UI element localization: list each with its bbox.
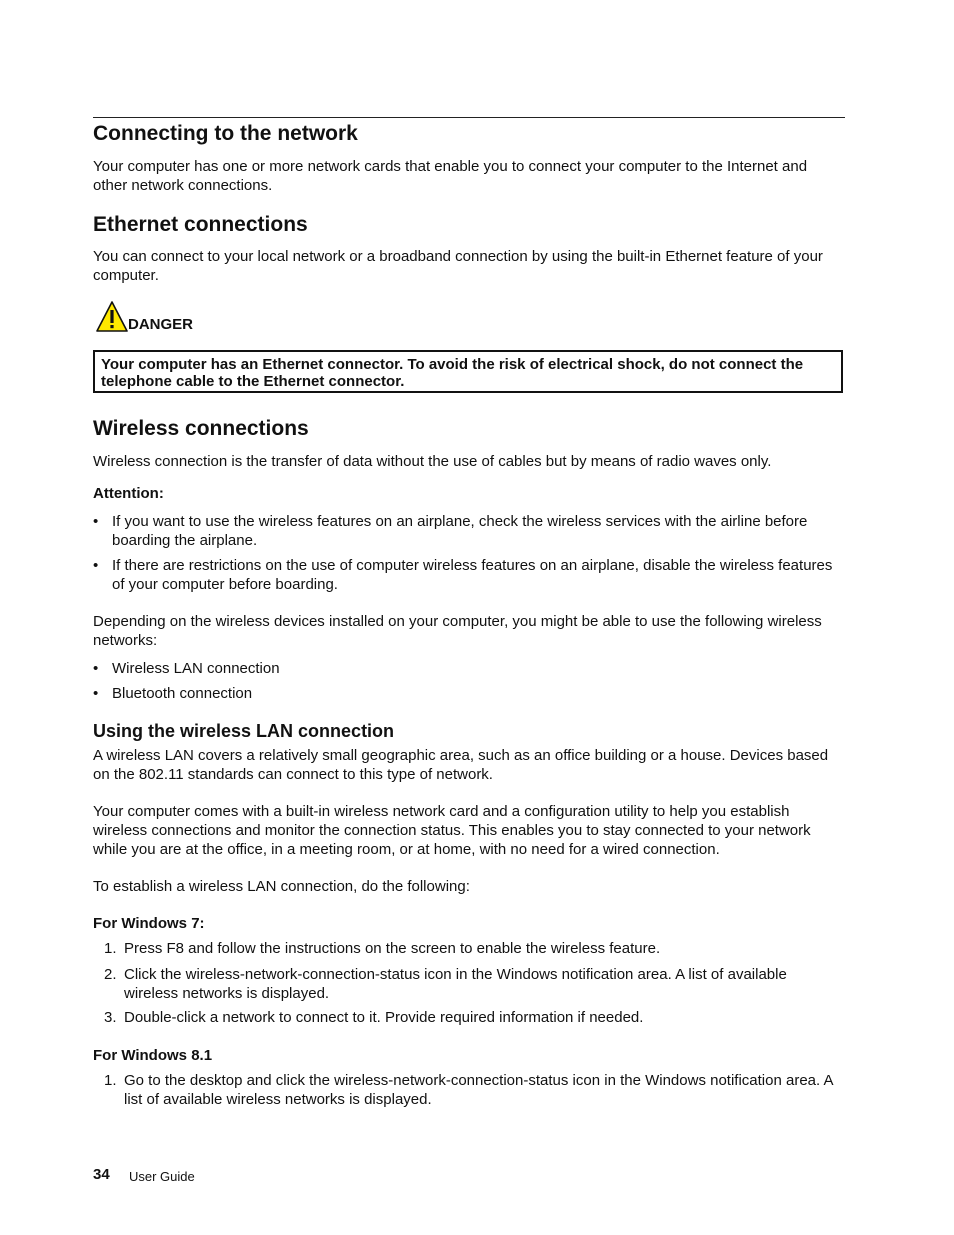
- attention-label: Attention:: [93, 485, 164, 502]
- step-text: Go to the desktop and click the wireless-network-connection-status icon in the Windows notification area. A list of available wireless networks is displayed.: [124, 1072, 833, 1108]
- section-body-wireless: Wireless connection is the transfer of data without the use of cables but by means of radio waves only.: [93, 453, 772, 470]
- top-rule: [93, 117, 845, 118]
- list-item-text: Wireless LAN connection: [112, 660, 280, 677]
- step-text: Click the wireless-network-connection-status icon in the Windows notification area. A list of available wireless networks is displayed.: [124, 966, 787, 1002]
- section-title-wireless: Wireless connections: [93, 417, 309, 440]
- warning-triangle-icon: [95, 300, 129, 334]
- step-number: 2.: [104, 966, 117, 983]
- list-item-text: If you want to use the wireless features on an airplane, check the wireless services with the airline before boarding the airplane.: [112, 513, 808, 549]
- danger-notice: [93, 298, 293, 334]
- list-item-text: Bluetooth connection: [112, 685, 253, 702]
- step-text: Double-click a network to connect to it. Provide required information if needed.: [124, 1009, 644, 1026]
- bullet: •: [93, 685, 99, 702]
- section-body-ethernet: You can connect to your local network or a broadband connection by using the built-in Ethernet feature of your computer.: [93, 248, 823, 284]
- section-body-network: Your computer has one or more network cards that enable you to connect your computer to the Internet and other network connections.: [93, 158, 808, 194]
- wlan-para-2: Your computer comes with a built-in wireless network card and a configuration utility to help you establish wireless connections and monitor the connection status. This enables you to stay connected to your network while you are at the office, in a meeting room, or at home, with no need for a wired connection.: [93, 803, 811, 858]
- wlan-para-3: To establish a wireless LAN connection, do the following:: [93, 878, 470, 895]
- step-number: 3.: [104, 1009, 117, 1026]
- danger-box: Your computer has an Ethernet connector. To avoid the risk of electrical shock, do not connect the telephone cable to the Ethernet connector.: [93, 350, 843, 393]
- bullet: •: [93, 660, 99, 677]
- page-footer: [93, 1166, 195, 1184]
- danger-label: DANGER: [128, 316, 194, 333]
- step-number: 1.: [104, 1072, 117, 1089]
- subsection-title-wlan: Using the wireless LAN connection: [93, 721, 395, 741]
- bullet: •: [93, 557, 99, 574]
- step-number: 1.: [104, 940, 117, 957]
- section-title-ethernet: Ethernet connections: [93, 213, 308, 236]
- footer-doc-title: User Guide: [129, 1169, 195, 1184]
- windows81-label: For Windows 8.1: [93, 1047, 213, 1064]
- step-text: Press F8 and follow the instructions on the screen to enable the wireless feature.: [124, 940, 661, 957]
- wlan-para-1: A wireless LAN covers a relatively small geographic area, such as an office building or a house. Devices based on the 802.11 standards can connect to this type of network.: [93, 747, 829, 783]
- networks-intro: Depending on the wireless devices installed on your computer, you might be able to use the following wireless networks:: [93, 613, 822, 649]
- list-item-text: If there are restrictions on the use of computer wireless features on an airplane, disable the wireless features of your computer before boarding.: [112, 557, 833, 593]
- windows7-label: For Windows 7:: [93, 915, 205, 932]
- page-number: 34: [93, 1166, 110, 1183]
- bullet: •: [93, 513, 99, 530]
- section-title-network: Connecting to the network: [93, 122, 358, 145]
